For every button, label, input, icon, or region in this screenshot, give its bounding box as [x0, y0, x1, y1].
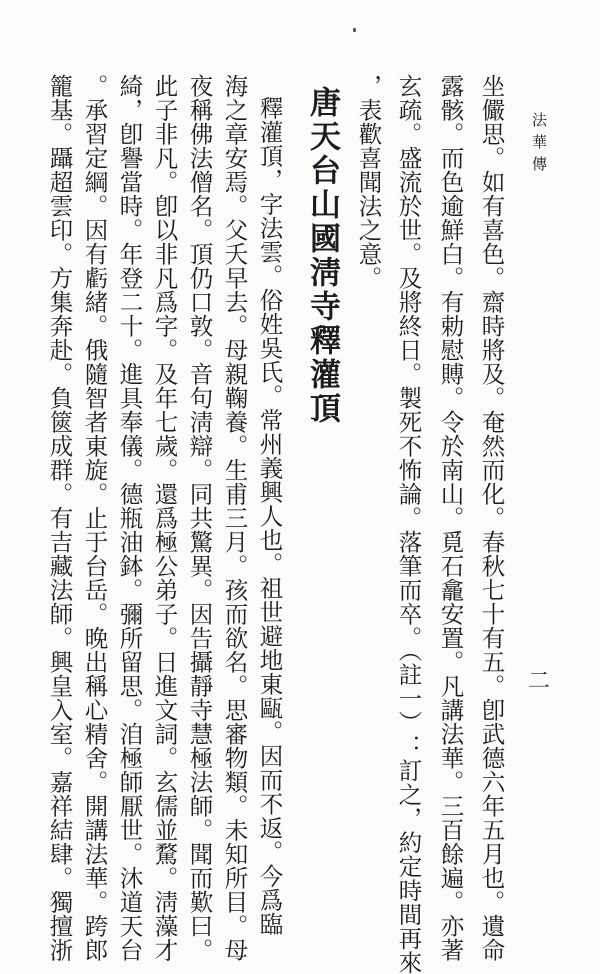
- running-header-book-title: 法華傳: [530, 112, 548, 178]
- text-column-1: 坐儼思。如有喜色。齋時將及。奄然而化。春秋七十有五。卽武德六年五月也。遺命: [477, 74, 506, 962]
- text-column-11: 。承習定綱。因有虧緒。俄隨智者東旋。止于台岳。晚出稱心精舍。開講法華。跨郎: [80, 74, 109, 962]
- text-column-12: 籠基。躡超雲印。方集奔赴。負篋成群。有吉藏法師。興皇入室。嘉祥結肆。獨擅浙: [45, 74, 74, 962]
- text-column-7: 海之章安焉。父夭早去。母親鞠養。生甫三月。孩而欲名。思審物類。未知所目。母: [220, 74, 249, 962]
- text-column-6: 釋灌頂，字法雲。俗姓吳氏。常州義興人也。祖世避地東甌。因而不返。今爲臨: [255, 96, 284, 936]
- ink-speck: [353, 28, 356, 32]
- text-column-3: 玄疏。盛流於世。及將終日。製死不怖論。落筆而卒。（註一）：訂之，約定時間再來: [394, 74, 423, 974]
- text-column-4: ，表歡喜聞法之意。: [354, 74, 383, 290]
- section-title: 唐天台山國淸寺釋灌頂: [304, 86, 340, 426]
- page-number: 二: [528, 669, 551, 694]
- text-column-10: 綺，卽譽當時。年登二十。進具奉儀。德瓶油鉢。彌所留思。洎極師厭世。沐道天台: [115, 74, 144, 962]
- text-column-9: 此子非凡。卽以非凡爲字。及年七歲。還爲極公弟子。日進文詞。玄儒並騖。淸藻才: [150, 74, 179, 962]
- text-column-8: 夜稱佛法僧名。頂仍口敦。音句淸辯。同共驚異。因告攝靜寺慧極法師。聞而歎曰。: [185, 74, 214, 962]
- text-column-2: 露骸。而色逾鮮白。有勅慰賻。令於南山。覓石龕安置。凡講法華。三百餘遍。亦著: [436, 74, 465, 962]
